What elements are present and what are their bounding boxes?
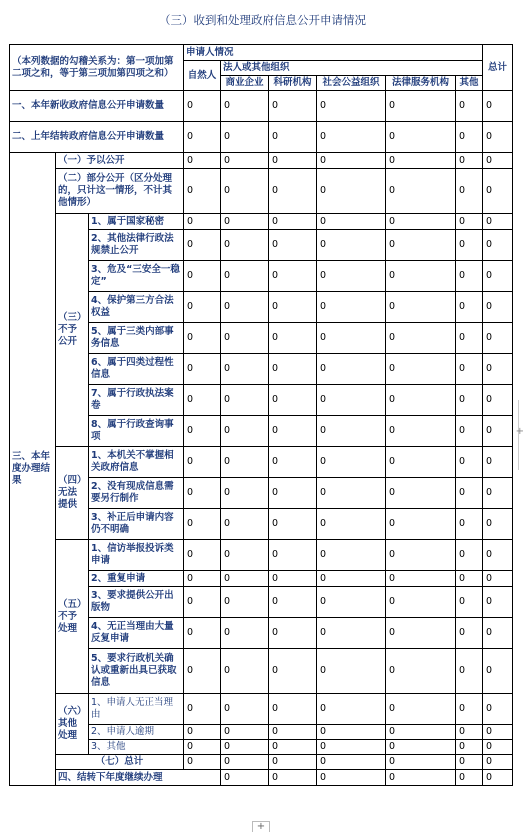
cell: 0 [386, 416, 456, 447]
cell: 0 [456, 725, 483, 740]
cell: 0 [221, 122, 269, 153]
cell: 0 [269, 122, 317, 153]
cell: 0 [269, 214, 317, 230]
cell: 0 [184, 618, 221, 649]
header-total: 总计 [483, 45, 513, 91]
cell: 0 [317, 478, 386, 509]
row-label-s2: 二、上年结转政府信息公开申请数量 [10, 122, 184, 153]
cell: 0 [184, 447, 221, 478]
cell: 0 [456, 649, 483, 694]
cell: 0 [269, 618, 317, 649]
cell: 0 [483, 587, 513, 618]
cell: 0 [269, 153, 317, 169]
row-label-s3: 三、本年度办理结果 [10, 153, 56, 786]
cell: 0 [456, 230, 483, 261]
cell: 0 [386, 740, 456, 755]
cell: 0 [317, 694, 386, 725]
group-label-g4: （四）无法提供 [56, 447, 89, 540]
cell: 0 [221, 416, 269, 447]
cell: 0 [483, 122, 513, 153]
cell: 0 [184, 755, 221, 770]
cell: 0 [317, 447, 386, 478]
cell: 0 [269, 540, 317, 571]
cell: 0 [317, 292, 386, 323]
cell: 0 [456, 169, 483, 214]
cell: 0 [386, 122, 456, 153]
cell: 0 [221, 540, 269, 571]
cell: 0 [317, 770, 386, 786]
cell: 0 [221, 169, 269, 214]
cell: 0 [386, 354, 456, 385]
cell: 0 [456, 153, 483, 169]
cell: 0 [269, 354, 317, 385]
cell: 0 [221, 725, 269, 740]
cell: 0 [483, 694, 513, 725]
cell: 0 [386, 169, 456, 214]
cell: 0 [483, 385, 513, 416]
row-label-s4: 四、结转下年度继续办理 [56, 770, 221, 786]
cell: 0 [483, 509, 513, 540]
cell: 0 [386, 587, 456, 618]
cell: 0 [483, 153, 513, 169]
cell: 0 [184, 509, 221, 540]
cell: 0 [184, 416, 221, 447]
cell: 0 [221, 385, 269, 416]
cell: 0 [483, 447, 513, 478]
cell: 0 [221, 618, 269, 649]
cell: 0 [221, 587, 269, 618]
cell: 0 [317, 509, 386, 540]
cell: 0 [317, 571, 386, 587]
item-label: 2、没有现成信息需要另行制作 [89, 478, 184, 509]
add-row-icon[interactable]: + [252, 821, 270, 832]
cell: 0 [317, 725, 386, 740]
page-title: （三）收到和处理政府信息公开申请情况 [159, 13, 366, 27]
cell: 0 [386, 91, 456, 122]
cell: 0 [269, 385, 317, 416]
cell: 0 [317, 618, 386, 649]
item-label: 2、其他法律行政法规禁止公开 [89, 230, 184, 261]
cell: 0 [456, 91, 483, 122]
cell: 0 [317, 153, 386, 169]
cell: 0 [221, 292, 269, 323]
cell: 0 [456, 571, 483, 587]
header-sub: 科研机构 [269, 76, 317, 91]
cell: 0 [184, 261, 221, 292]
cell: 0 [317, 323, 386, 354]
add-column-icon[interactable]: + [515, 426, 524, 437]
cell: 0 [221, 153, 269, 169]
cell: 0 [317, 214, 386, 230]
cell: 0 [269, 694, 317, 725]
cell: 0 [221, 478, 269, 509]
cell: 0 [317, 230, 386, 261]
cell: 0 [456, 478, 483, 509]
cell: 0 [269, 755, 317, 770]
cell: 0 [269, 725, 317, 740]
cell: 0 [386, 649, 456, 694]
cell: 0 [456, 323, 483, 354]
cell: 0 [184, 323, 221, 354]
cell: 0 [456, 618, 483, 649]
cell: 0 [184, 540, 221, 571]
cell: 0 [269, 509, 317, 540]
cell: 0 [483, 770, 513, 786]
cell: 0 [456, 122, 483, 153]
item-label: 6、属于四类过程性信息 [89, 354, 184, 385]
cell: 0 [456, 354, 483, 385]
header-sub: 其他 [456, 76, 483, 91]
cell: 0 [456, 694, 483, 725]
cell: 0 [317, 91, 386, 122]
cell: 0 [221, 509, 269, 540]
cell: 0 [317, 587, 386, 618]
cell: 0 [269, 230, 317, 261]
item-label: 3、其他 [89, 740, 184, 755]
cell: 0 [456, 385, 483, 416]
cell: 0 [221, 571, 269, 587]
cell: 0 [184, 91, 221, 122]
cell: 0 [221, 447, 269, 478]
cell: 0 [269, 416, 317, 447]
header-sub: 法律服务机构 [386, 76, 456, 91]
cell: 0 [269, 292, 317, 323]
cell: 0 [386, 571, 456, 587]
cell: 0 [269, 770, 317, 786]
group-label-g1: （一）予以公开 [56, 153, 184, 169]
cell: 0 [456, 509, 483, 540]
cell: 0 [269, 571, 317, 587]
cell: 0 [317, 354, 386, 385]
cell: 0 [483, 725, 513, 740]
item-label: 5、要求行政机关确认或重新出具已获取信息 [89, 649, 184, 694]
cell: 0 [386, 618, 456, 649]
cell: 0 [386, 770, 456, 786]
cell: 0 [184, 587, 221, 618]
cell: 0 [221, 770, 269, 786]
item-label: 1、申请人无正当理由 [89, 694, 184, 725]
item-label: 1、本机关不掌握相关政府信息 [89, 447, 184, 478]
cell: 0 [184, 169, 221, 214]
cell: 0 [483, 540, 513, 571]
cell: 0 [221, 91, 269, 122]
cell: 0 [221, 261, 269, 292]
item-label: 5、属于三类内部事务信息 [89, 323, 184, 354]
cell: 0 [317, 169, 386, 214]
cell: 0 [483, 649, 513, 694]
group-label-g2: （二）部分公开（区分处理的，只计这一情形，不计其他情形） [56, 169, 184, 214]
cell: 0 [184, 153, 221, 169]
cell: 0 [456, 416, 483, 447]
cell: 0 [456, 261, 483, 292]
cell: 0 [184, 740, 221, 755]
cell: 0 [317, 261, 386, 292]
cell: 0 [221, 323, 269, 354]
item-label: 4、无正当理由大量反复申请 [89, 618, 184, 649]
cell: 0 [386, 230, 456, 261]
group-label-g7: （七）总计 [56, 755, 184, 770]
cell: 0 [317, 122, 386, 153]
cell: 0 [269, 740, 317, 755]
cell: 0 [483, 740, 513, 755]
cell: 0 [184, 292, 221, 323]
cell: 0 [184, 354, 221, 385]
cell: 0 [386, 725, 456, 740]
cell: 0 [317, 385, 386, 416]
cell: 0 [221, 740, 269, 755]
cell: 0 [483, 354, 513, 385]
cell: 0 [221, 230, 269, 261]
header-natural-person: 自然人 [184, 61, 221, 91]
cell: 0 [386, 694, 456, 725]
item-label: 3、要求提供公开出版物 [89, 587, 184, 618]
cell: 0 [386, 214, 456, 230]
cell: 0 [269, 261, 317, 292]
cell: 0 [386, 509, 456, 540]
cell: 0 [184, 571, 221, 587]
cell: 0 [184, 214, 221, 230]
header-applicant: 申请人情况 [184, 45, 483, 61]
cell: 0 [483, 323, 513, 354]
group-label-g3: （三）不予公开 [56, 214, 89, 447]
cell: 0 [483, 571, 513, 587]
cell: 0 [386, 323, 456, 354]
cell: 0 [269, 169, 317, 214]
application-table [9, 44, 513, 786]
cell: 0 [221, 755, 269, 770]
group-label-g6: （六）其他处理 [56, 694, 89, 755]
cell: 0 [386, 478, 456, 509]
cell: 0 [269, 323, 317, 354]
cell: 0 [456, 755, 483, 770]
header-legal-group: 法人或其他组织 [221, 61, 483, 76]
cell: 0 [483, 416, 513, 447]
item-label: 1、属于国家秘密 [89, 214, 184, 230]
row-label-s1: 一、本年新收政府信息公开申请数量 [10, 91, 184, 122]
cell: 0 [483, 755, 513, 770]
cell: 0 [456, 740, 483, 755]
cell: 0 [386, 261, 456, 292]
cell: 0 [456, 540, 483, 571]
cell: 0 [483, 261, 513, 292]
header-sub: 商业企业 [221, 76, 269, 91]
cell: 0 [184, 385, 221, 416]
cell: 0 [221, 649, 269, 694]
cell: 0 [269, 447, 317, 478]
cell: 0 [184, 478, 221, 509]
cell: 0 [269, 587, 317, 618]
cell: 0 [386, 755, 456, 770]
item-label: 4、保护第三方合法权益 [89, 292, 184, 323]
cell: 0 [184, 649, 221, 694]
cell: 0 [317, 416, 386, 447]
cell: 0 [456, 292, 483, 323]
cell: 0 [184, 230, 221, 261]
cell: 0 [269, 649, 317, 694]
cell: 0 [483, 230, 513, 261]
cell: 0 [317, 740, 386, 755]
cell: 0 [483, 618, 513, 649]
cell: 0 [221, 354, 269, 385]
cell: 0 [317, 755, 386, 770]
header-sub: 社会公益组织 [317, 76, 386, 91]
item-label: 2、重复申请 [89, 571, 184, 587]
item-label: 7、属于行政执法案卷 [89, 385, 184, 416]
cell: 0 [483, 169, 513, 214]
item-label: 3、危及“三安全一稳定” [89, 261, 184, 292]
cell: 0 [269, 91, 317, 122]
cell: 0 [317, 649, 386, 694]
cell: 0 [386, 540, 456, 571]
group-label-g5: （五）不予处理 [56, 540, 89, 694]
item-label: 1、信访举报投诉类申请 [89, 540, 184, 571]
cell: 0 [456, 447, 483, 478]
item-label: 2、申请人逾期 [89, 725, 184, 740]
cell: 0 [317, 540, 386, 571]
cell: 0 [483, 214, 513, 230]
cell: 0 [456, 587, 483, 618]
cell: 0 [386, 153, 456, 169]
header-note: （本列数据的勾稽关系为：第一项加第二项之和，等于第三项加第四项之和） [10, 45, 184, 91]
item-label: 3、补正后申请内容仍不明确 [89, 509, 184, 540]
cell: 0 [386, 385, 456, 416]
cell: 0 [269, 478, 317, 509]
cell: 0 [184, 122, 221, 153]
cell: 0 [483, 292, 513, 323]
cell: 0 [221, 694, 269, 725]
cell: 0 [221, 214, 269, 230]
cell: 0 [184, 694, 221, 725]
cell: 0 [456, 770, 483, 786]
cell: 0 [386, 447, 456, 478]
cell: 0 [184, 725, 221, 740]
cell: 0 [483, 478, 513, 509]
cell: 0 [456, 214, 483, 230]
cell: 0 [386, 292, 456, 323]
cell: 0 [483, 91, 513, 122]
item-label: 8、属于行政查询事项 [89, 416, 184, 447]
